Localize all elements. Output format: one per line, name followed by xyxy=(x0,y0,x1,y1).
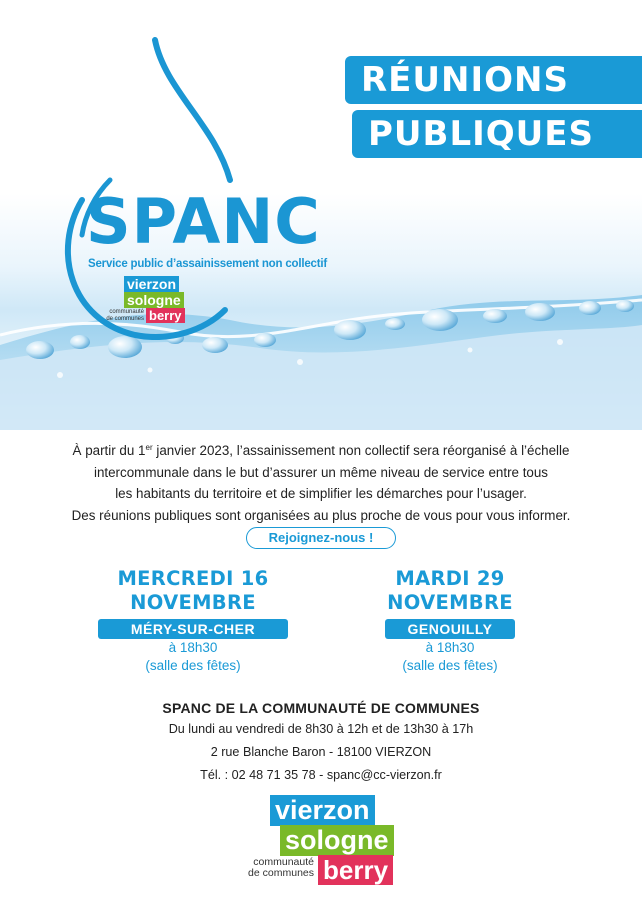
contact-title: SPANC DE LA COMMUNAUTÉ DE COMMUNES xyxy=(162,700,480,716)
join-us-badge: Rejoignez-nous ! xyxy=(246,527,396,549)
spanc-logo-text: SPANC xyxy=(86,185,321,258)
meeting-hall: (salle des fêtes) xyxy=(145,658,241,673)
logo-caption-line2: de communes xyxy=(106,315,144,322)
intro-paragraph xyxy=(0,437,642,526)
title-line-2: PUBLIQUES xyxy=(352,110,642,158)
logo-vierzon-text: vierzon xyxy=(270,795,375,826)
meeting-time: à 18h30 xyxy=(168,640,218,655)
meeting-place: MÉRY-SUR-CHER xyxy=(98,619,288,639)
meeting-month: NOVEMBRE xyxy=(387,591,513,614)
meeting-day: MERCREDI 16 xyxy=(117,567,269,590)
meeting-month: NOVEMBRE xyxy=(130,591,256,614)
logo-caption xyxy=(104,309,144,322)
intro-line-1: À partir du 1er janvier 2023, l’assainissement non collectif sera réorganisé à l’échelle xyxy=(72,443,570,458)
intro-line-3: les habitants du territoire et de simplifier les démarches pour l’usager. xyxy=(115,486,527,501)
contact-block xyxy=(0,698,642,787)
logo-caption-line1: communauté xyxy=(109,309,144,315)
logo-berry-text: berry xyxy=(318,855,393,885)
meeting-day: MARDI 29 xyxy=(395,567,505,590)
hero-banner xyxy=(0,0,642,430)
logo-sologne-text: sologne xyxy=(124,292,184,308)
contact-address: 2 rue Blanche Baron - 18100 VIERZON xyxy=(210,745,432,759)
logo-caption-line1: communauté xyxy=(253,856,314,868)
logo-sologne-text: sologne xyxy=(280,825,394,856)
meeting-hall: (salle des fêtes) xyxy=(402,658,498,673)
logo-caption xyxy=(230,857,314,879)
meeting-time: à 18h30 xyxy=(425,640,475,655)
logo-berry-text: berry xyxy=(146,308,185,323)
brand-logo-large xyxy=(230,795,430,885)
title-line-1: RÉUNIONS xyxy=(345,56,642,104)
logo-vierzon-text: vierzon xyxy=(124,276,179,292)
contact-hours: Du lundi au vendredi de 8h30 à 12h et de 13h30 à 17h xyxy=(168,722,474,736)
intro-line-4: Des réunions publiques sont organisées au plus proche de vous pour vous informer. xyxy=(71,507,571,523)
meeting-genouilly xyxy=(327,567,573,675)
meeting-mery-sur-cher xyxy=(68,567,318,675)
logo-caption-line2: de communes xyxy=(248,867,314,879)
meeting-place: GENOUILLY xyxy=(385,619,515,639)
contact-phone-email: Tél. : 02 48 71 35 78 - spanc@cc-vierzon.fr xyxy=(200,768,442,782)
brand-logo-small xyxy=(106,276,198,326)
intro-line-2: intercommunale dans le but d’assurer un même niveau de service entre tous xyxy=(93,464,549,480)
spanc-subtitle: Service public d’assainissement non collectif xyxy=(88,258,327,270)
